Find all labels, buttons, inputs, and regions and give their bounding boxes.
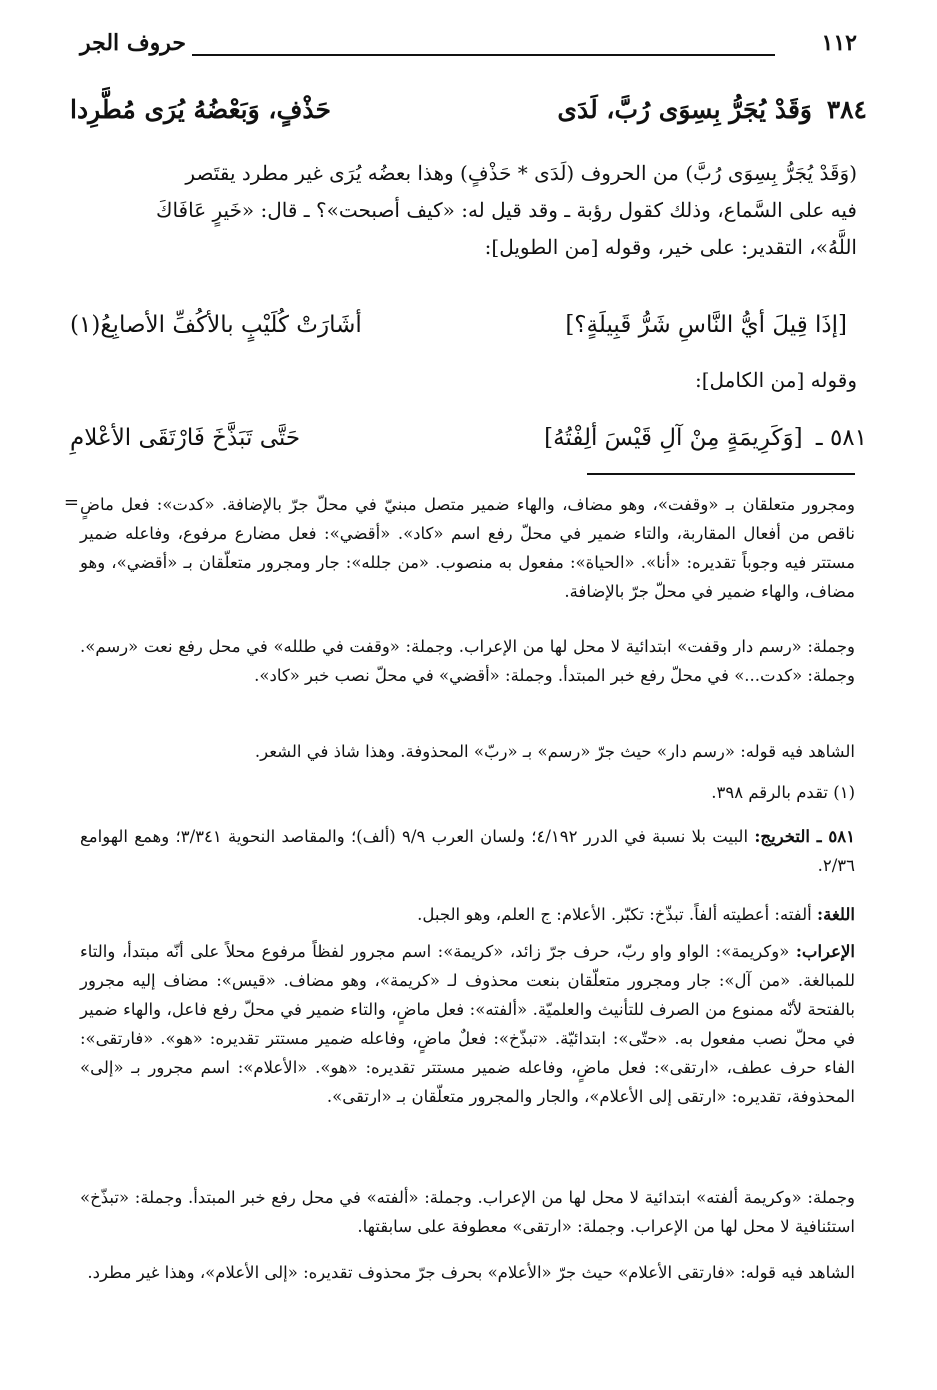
- footnote-shahid: الشاهد فيه قوله: «فارتقى الأعلام» حيث جرّ «الأعلام» بحرف جرّ محذوف تقديره: «إلى الأعلام»، وهذا غير مطرد.: [87, 1263, 855, 1282]
- verse-581-hemistich-1: [544, 418, 867, 458]
- footnote-prev-irab: ومجرور متعلقان بـ «وقفت»، وهو مضاف، والهاء ضمير متصل مبنيّ في محلّ جرّ بالإضافة. «كدت»: فعل ماضٍ ناقص من أفعال المقاربة، والتاء ضمير في محلّ رفع اسم «كاد». «أقضي»: فعل مضارع مرفوع، وفاعله ضمير مستتر فيه وجوباً تقديره: «أنا». «الحياة»: مفعول به منصوب. «من جلله»: جار ومجرور متعلّقان بـ «أقضي»، وهو مضاف، والهاء ضمير في محلّ جرّ بالإضافة.: [80, 495, 855, 601]
- commentary-paragraph: [80, 155, 857, 266]
- lugha-label: اللغة:: [817, 905, 855, 924]
- lugha-text: ألفته: أعطيته ألفاً. تبذّخ: تكبّر. الأعلام: ج العلم، وهو الجبل.: [417, 905, 812, 924]
- commentary-line: اللَّهُ»، التقدير: على خير، وقوله [من الطويل]:: [484, 235, 857, 259]
- section-title: حروف الجر: [80, 30, 186, 56]
- footnote-jumal: وجملة: «وكريمة ألفته» ابتدائية لا محل لها من الإعراب. وجملة: «ألفته» في محل رفع خبر المبتدأ. وجملة: «تبذّخ» استئنافية لا محل لها من الإعراب. وجملة: «ارتقى» معطوفة على سابقتها.: [80, 1188, 855, 1236]
- footnote-takhrij: [80, 822, 855, 880]
- page-number: ١١٢: [821, 30, 857, 56]
- running-header: [80, 30, 857, 64]
- quote-1-hemistich-1: [إذَا قِيلَ أيُّ النَّاسِ شَرُّ قَبِيلَةٍ؟]: [565, 312, 847, 338]
- meter-intro: وقوله [من الكامل]:: [694, 368, 857, 392]
- footnote-1: (١) تقدم بالرقم ٣٩٨.: [711, 783, 855, 802]
- verse-384-hemistich-1: [557, 90, 867, 130]
- verse-number: ٣٨٤: [826, 95, 867, 124]
- header-rule: [192, 54, 775, 56]
- footnote-lugha: [80, 900, 855, 929]
- footnote-irab: [80, 937, 855, 1111]
- verse-number: ٥٨١ ـ: [815, 425, 867, 451]
- verse-384-hemistich-2: حَذْفٍ، وَبَعْضُهُ يُرَى مُطَّرِدا: [70, 95, 331, 124]
- footnote-prev-shahid: الشاهد فيه قوله: «رسم دار» حيث جرّ «رسم» بـ «ربّ» المحذوفة. وهذا شاذ في الشعر.: [254, 742, 855, 761]
- commentary-line: فيه على السَّماع، وذلك كقول رؤبة ـ وقد قيل له: «كيف أصبحت»؟ ـ قال: «خَيرٍ عَافَاكَ: [155, 198, 857, 222]
- takhrij-label: ٥٨١ ـ التخريج:: [754, 827, 855, 846]
- commentary-line: (وَقَدْ يُجَرُّ بِسِوَى رُبَّ) من الحروف (لَدَى * حَذْفٍ) وهذا بعضُه يُرَى غير مطرد يقتَصر: [185, 161, 857, 185]
- footnote-separator: [587, 473, 855, 475]
- verse-581-hemistich-2: حَتَّى تَبَذَّخَ فَارْتَقَى الأعْلامِ: [70, 425, 301, 451]
- footnote-prev-jumal: وجملة: «رسم دار وقفت» ابتدائية لا محل لها من الإعراب. وجملة: «وقفت في طلله» في محل رفع نعت «رسم». وجملة: «كدت...» في محلّ رفع خبر المبتدأ. وجملة: «أقضي» في محلّ نصب خبر «كاد».: [80, 637, 856, 685]
- hemistich-text: [وَكَرِيمَةٍ مِنْ آلِ قَيْسَ ألِفْتُهُ]: [544, 425, 803, 451]
- irab-text: «وكريمة»: الواو واو ربّ، حرف جرّ زائد، «كريمة»: اسم مجرور لفظاً مرفوع محلاً على أنّه مبتدأ، والتاء للمبالغة. «من آل»: جار ومجرور متعلّقان بنعت محذوف لـ «كريمة»، وهو مضاف. «قيس»: مضاف إليه مجرور بالفتحة لأنّه ممنوع من الصرف للتأنيث والعلميّة. «ألفته»: فعل ماضٍ، والتاء ضمير في محلّ رفع فاعل، والهاء ضمير في محلّ نصب مفعول به. «حتّى»: ابتدائيّة. «تبذّخ»: فعلٌ ماضٍ، وفاعله ضمير مستتر تقديره: «هو». «فارتقى»: الفاء حرف عطف، «ارتقى»: فعل ماضٍ، وفاعله ضمير مستتر تقديره: «هو». «الأعلام»: اسم مجرور بـ «إلى» المحذوفة، تقديره: «ارتقى إلى الأعلام»، والجار والمجرور متعلّقان بـ «ارتقى».: [80, 942, 855, 1106]
- irab-label: الإعراب:: [795, 942, 855, 961]
- continuation-mark: =: [63, 492, 79, 513]
- takhrij-text: البيت بلا نسبة في الدرر ٤/١٩٢؛ ولسان العرب ٩/٩ (ألف)؛ والمقاصد النحوية ٣/٣٤١؛ وهمع الهوامع ٢/٣٦.: [80, 827, 855, 875]
- quote-1-hemistich-2: أشَارَتْ كُلَيْبٍ بالأكُفِّ الأصابِعُ(١): [70, 312, 362, 338]
- hemistich-text: وَقَدْ يُجَرُّ بِسِوَى رُبَّ، لَدَى: [557, 95, 812, 124]
